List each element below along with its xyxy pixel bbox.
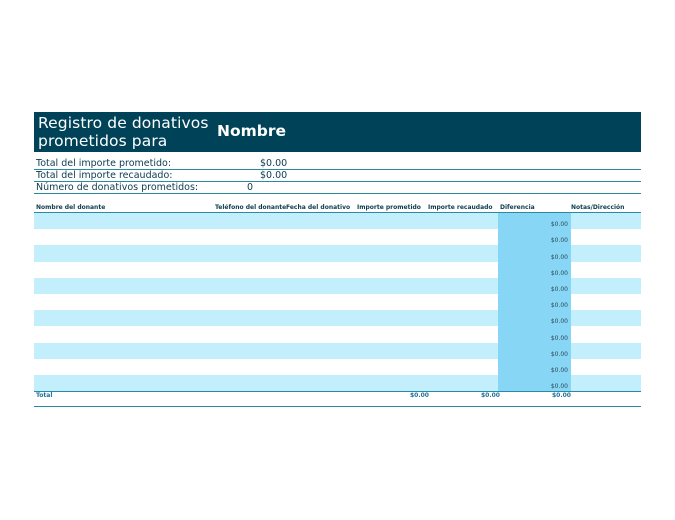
difference-value: $0.00 (550, 350, 568, 358)
difference-cell[interactable] (498, 278, 571, 294)
difference-cell[interactable] (498, 359, 571, 375)
header-pledged-amount[interactable]: Importe prometido (357, 204, 421, 211)
header-donation-date[interactable]: Fecha del donativo (286, 204, 351, 211)
header-difference[interactable]: Diferencia (500, 204, 535, 211)
summary-value-count[interactable]: 0 (247, 182, 254, 193)
header-donor-name[interactable]: Nombre del donante (36, 204, 106, 211)
title-band (34, 112, 641, 152)
difference-value: $0.00 (550, 318, 568, 326)
difference-cell[interactable] (498, 375, 571, 391)
header-donor-phone[interactable]: Teléfono del donante (215, 204, 287, 211)
summary-label-pledged: Total del importe prometido: (36, 158, 172, 169)
summary-value-pledged[interactable]: $0.00 (260, 158, 288, 169)
table-row[interactable] (34, 278, 641, 294)
table-row[interactable] (34, 375, 641, 391)
difference-cell[interactable] (498, 245, 571, 261)
table-row[interactable] (34, 262, 641, 278)
donor-name-title[interactable]: Nombre (217, 122, 287, 140)
total-difference: $0.00 (552, 392, 571, 400)
table-row[interactable] (34, 245, 641, 261)
difference-value: $0.00 (550, 334, 568, 342)
summary-label-count: Número de donativos prometidos: (36, 182, 199, 193)
difference-cell[interactable] (498, 229, 571, 245)
summary-label-collected: Total del importe recaudado: (36, 170, 173, 181)
difference-value: $0.00 (550, 221, 568, 229)
summary-row-collected (34, 170, 641, 182)
table-row[interactable] (34, 343, 641, 359)
difference-cell[interactable] (498, 262, 571, 278)
total-collected: $0.00 (481, 392, 500, 400)
difference-value: $0.00 (550, 366, 568, 374)
total-pledged: $0.00 (410, 392, 429, 400)
table-row[interactable] (34, 229, 641, 245)
header-notes[interactable]: Notas/Dirección (571, 204, 625, 211)
difference-value: $0.00 (550, 253, 568, 261)
difference-cell[interactable] (498, 326, 571, 342)
difference-value: $0.00 (550, 269, 568, 277)
difference-value: $0.00 (550, 302, 568, 310)
table-total-row (34, 391, 641, 404)
difference-cell[interactable] (498, 343, 571, 359)
table-row[interactable] (34, 326, 641, 342)
summary-row-count (34, 182, 641, 194)
table-row[interactable] (34, 294, 641, 310)
difference-cell[interactable] (498, 294, 571, 310)
difference-cell[interactable] (498, 213, 571, 229)
table-row[interactable] (34, 359, 641, 375)
summary-row-pledged (34, 158, 641, 170)
difference-value: $0.00 (550, 285, 568, 293)
difference-value: $0.00 (550, 383, 568, 391)
total-label: Total (36, 392, 53, 400)
summary-section (34, 158, 641, 194)
header-collected-amount[interactable]: Importe recaudado (428, 204, 493, 211)
donations-table (34, 204, 641, 404)
summary-value-collected[interactable]: $0.00 (260, 170, 288, 181)
table-bottom-rule (34, 406, 641, 407)
page-title: Registro de donativos prometidos para (38, 114, 209, 150)
table-row[interactable] (34, 213, 641, 229)
table-row[interactable] (34, 310, 641, 326)
table-header (34, 204, 641, 213)
difference-value: $0.00 (550, 237, 568, 245)
difference-cell[interactable] (498, 310, 571, 326)
